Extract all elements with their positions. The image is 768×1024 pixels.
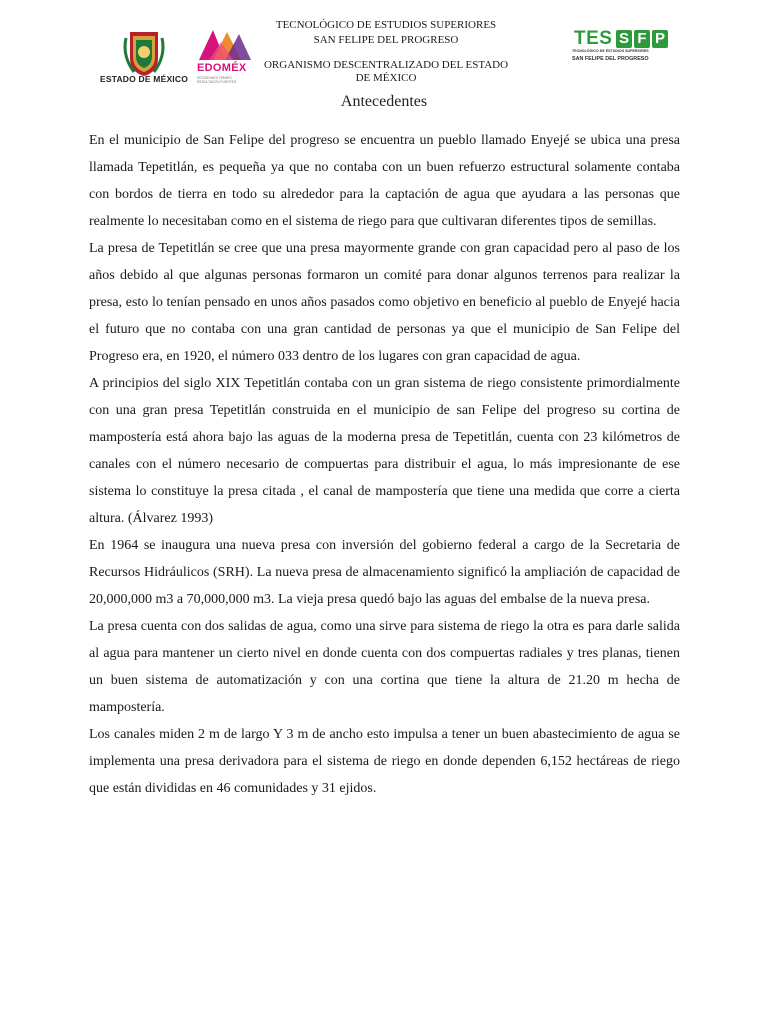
paragraph-5: La presa cuenta con dos salidas de agua, como una sirve para sistema de riego la otra es para darle salida al agua para mantener un cierto nivel en donde cuenta con dos compuertas radiales y tres planas, tienen un buen sistema de automatización y con una cortina que tiene la altura de 21.20 m hecha de mampostería. xyxy=(89,619,680,715)
edomex-logo xyxy=(195,26,255,88)
edomex-mountains-icon xyxy=(195,26,255,66)
paragraph-6: Los canales miden 2 m de largo Y 3 m de ancho esto impulsa a tener un buen abastecimiento de agua se implementa una presa derivadora para el sistema de riego en donde dependen 6,152 hectáreas de riego que están divididas en 46 comunidades y 31 ejidos. xyxy=(89,727,680,796)
paragraph-2: La presa de Tepetitlán se cree que una presa mayormente grande con gran capacidad pero al paso de los años debido al que algunas personas formaron un comité para donar algunos terrenos para realizar la presa, esto lo tenían pensado en unos años pasados como objetivo en beneficio al pueblo de Enyejé hacia el futuro que no contaba con una gran cantidad de personas ya que el municipio de San Felipe del Progreso era, en 1920, el número 033 dentro de los lugares con gran capacidad de agua. xyxy=(89,241,680,364)
tes-logo-box-p: P xyxy=(652,30,668,48)
paragraph-4: En 1964 se inaugura una nueva presa con inversión del gobierno federal a cargo de la Secretaria de Recursos Hidráulicos (SRH). La nueva presa de almacenamiento significó la ampliación de capacidad de 20,000,000 m3 a 70,000,000 m3. La vieja presa quedó bajo las aguas del embalse de la nueva presa. xyxy=(89,538,680,607)
document-body xyxy=(89,127,680,802)
tes-logo-box-s: S xyxy=(616,30,632,48)
organism-line-1: ORGANISMO DESCENTRALIZADO DEL ESTADO xyxy=(263,59,509,71)
paragraph-1: En el municipio de San Felipe del progreso se encuentra un pueblo llamado Enyejé se ubica una presa llamada Tepetitlán, es pequeña ya que no contaba con un buen refuerzo estructural solamente contaba con bordos de tierra en todo su alrededor para la captación de agua que ayudara a las personas que realmente lo necesitaban como en el sistema de riego para que cultivaran diferentes tipos de semillas. xyxy=(89,133,680,229)
tessfp-logo xyxy=(572,28,672,68)
paragraph-3: A principios del siglo XIX Tepetitlán contaba con un gran sistema de riego consistente primordialmente con una gran presa Tepetitlán construida en el municipio de san Felipe del progreso su cortina de mampostería está ahora bajo las aguas de la moderna presa de Tepetitlán, cuenta con 23 kilómetros de canales con el número necesario de compuertas para distribuir el agua, lo más impresionante de ese sistema lo constituye la presa citada , el canal de mampostería que tiene una medida que corre a cierta altura. (Álvarez 1993) xyxy=(89,376,680,526)
institution-line-2: SAN FELIPE DEL PROGRESO xyxy=(313,34,459,46)
estado-de-mexico-logo xyxy=(94,28,194,88)
organism-line-2: DE MÉXICO xyxy=(355,72,417,84)
edomex-logo-text: EDOMÉX xyxy=(197,62,247,74)
tes-logo-subtitle-2: SAN FELIPE DEL PROGRESO xyxy=(572,56,649,62)
tes-logo-text: TES xyxy=(574,28,613,49)
tes-logo-box-f: F xyxy=(634,30,650,48)
tes-logo-subtitle-1: TECNOLÓGICO DE ESTUDIOS SUPERIORES xyxy=(572,49,649,53)
institution-line-1: TECNOLÓGICO DE ESTUDIOS SUPERIORES xyxy=(275,19,497,31)
estado-de-mexico-logo-text: ESTADO DE MÉXICO xyxy=(99,74,189,84)
document-title: Antecedentes xyxy=(340,93,428,110)
edomex-logo-tagline: DECISIONES FIRMES, RESULTADOS FUERTES. xyxy=(197,76,238,84)
